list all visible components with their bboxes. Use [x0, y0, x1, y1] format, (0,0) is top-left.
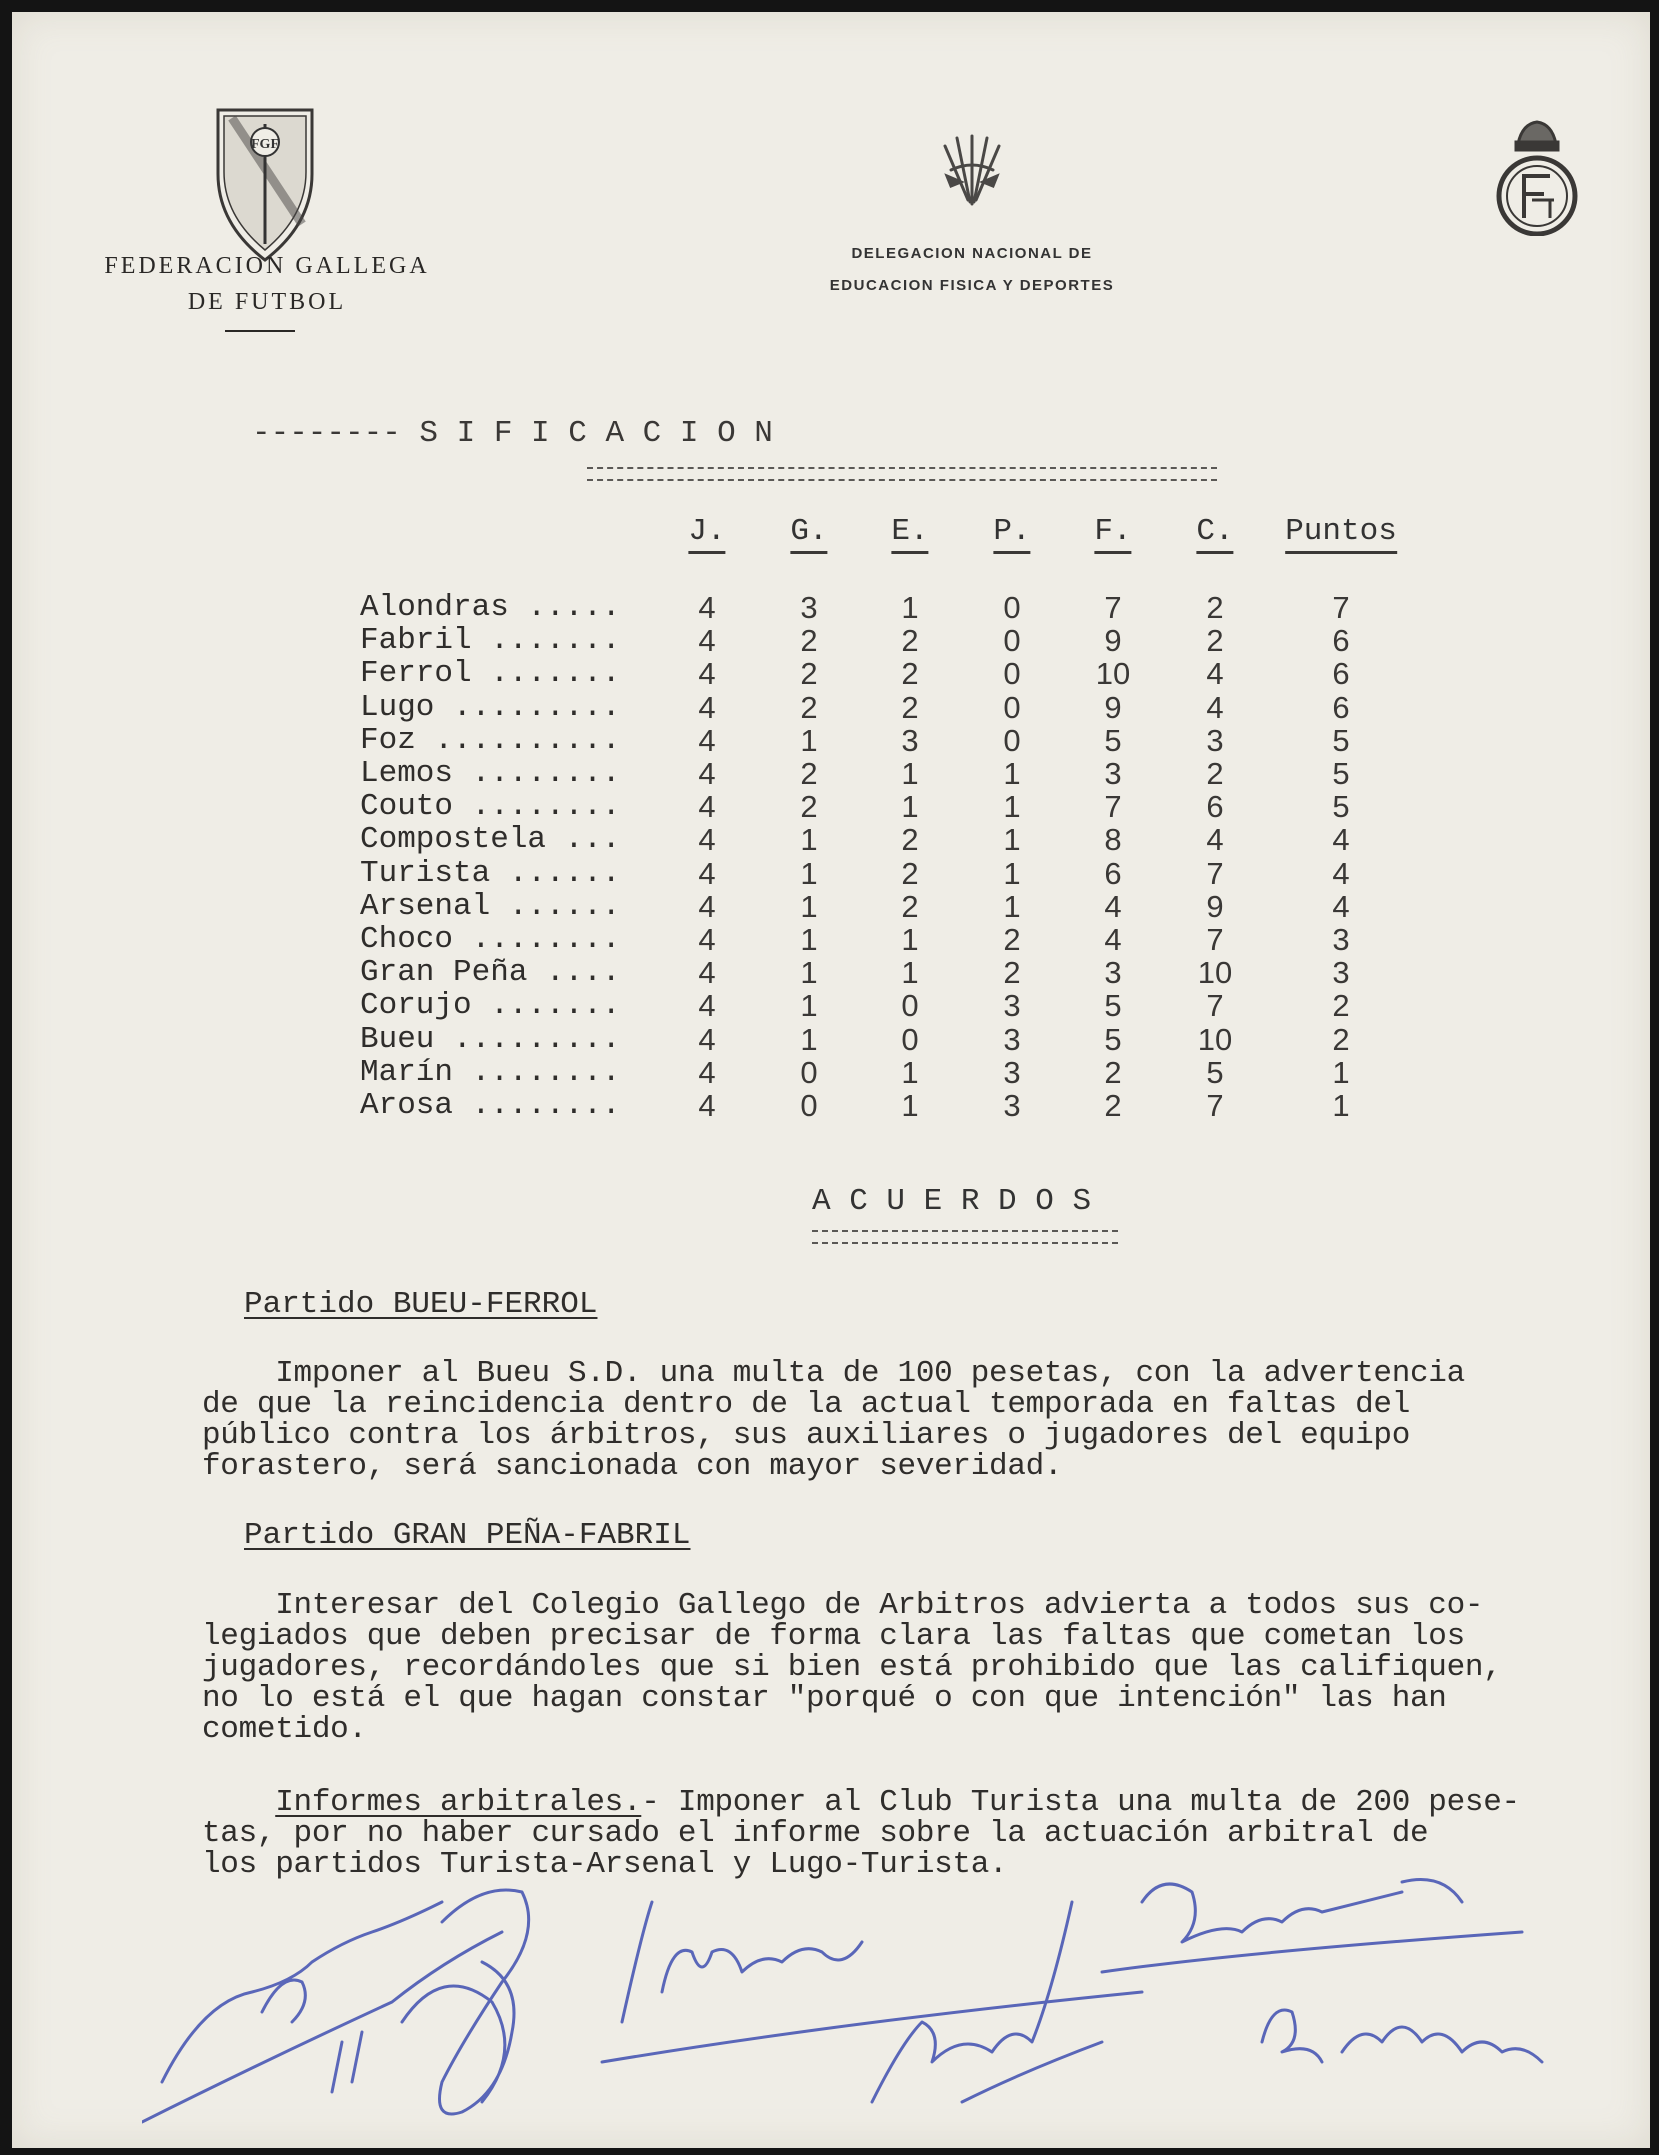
cell-c: 4: [1206, 689, 1224, 725]
team-name: Ferrol .......: [360, 656, 621, 692]
svg-text:FGF: FGF: [251, 137, 279, 152]
acuerdos-title: A C U E R D O S: [812, 1184, 1092, 1219]
team-name: Foz ..........: [360, 722, 621, 758]
cell-e: 2: [901, 656, 919, 692]
cell-f: 6: [1104, 855, 1122, 891]
table-row: [352, 988, 1452, 1024]
delegation-line2: EDUCACION FISICA Y DEPORTES: [829, 277, 1115, 294]
cell-j: 4: [698, 988, 716, 1024]
cell-c: 5: [1206, 1054, 1224, 1090]
table-row: [352, 955, 1452, 991]
cell-j: 4: [698, 722, 716, 758]
column-header-f: F.: [1094, 514, 1131, 554]
team-name: Bueu .........: [360, 1021, 621, 1057]
team-name: Compostela ...: [360, 822, 621, 858]
cell-puntos: 6: [1332, 689, 1350, 725]
table-row: [352, 690, 1452, 723]
table-row: [352, 756, 1452, 789]
cell-j: 4: [698, 789, 716, 825]
cell-j: 4: [698, 756, 716, 791]
cell-c: 10: [1197, 1021, 1233, 1057]
cell-c: 7: [1206, 922, 1224, 957]
cell-c: 2: [1206, 756, 1224, 791]
cell-e: 1: [901, 590, 919, 625]
cell-f: 9: [1104, 689, 1122, 725]
classification-double-rule: [587, 467, 1217, 481]
cell-puntos: 3: [1332, 922, 1350, 957]
team-name: Arosa ........: [360, 1088, 621, 1123]
cell-p: 2: [1003, 955, 1021, 991]
informes-text-rest: tas, por no haber cursado el informe sobre la actuación arbitral de los partidos Turista-Arsenal y Lugo-Turista.: [202, 1816, 1429, 1882]
cell-c: 7: [1206, 988, 1224, 1024]
cell-e: 0: [901, 1021, 919, 1057]
royal-federation-crest-icon: [1492, 114, 1582, 236]
signature-4: [872, 1902, 1102, 2102]
cell-c: 3: [1206, 722, 1224, 758]
cell-f: 2: [1104, 1054, 1122, 1090]
cell-puntos: 6: [1332, 656, 1350, 692]
cell-g: 0: [800, 1088, 818, 1123]
cell-f: 8: [1104, 822, 1122, 858]
team-name: Choco ........: [360, 922, 621, 957]
cell-g: 1: [800, 888, 818, 924]
federation-name-line1: FEDERACION GALLEGA: [104, 253, 430, 279]
cell-g: 3: [800, 590, 818, 625]
cell-f: 5: [1104, 1021, 1122, 1057]
federation-crest-icon: [210, 104, 320, 264]
cell-e: 1: [901, 955, 919, 991]
table-row: [352, 789, 1452, 825]
table-row: [352, 822, 1452, 858]
cell-c: 6: [1206, 789, 1224, 825]
cell-f: 5: [1104, 988, 1122, 1024]
cell-j: 4: [698, 822, 716, 858]
cell-c: 7: [1206, 855, 1224, 891]
cell-puntos: 2: [1332, 988, 1350, 1024]
cell-g: 1: [800, 988, 818, 1024]
cell-f: 7: [1104, 590, 1122, 625]
cell-f: 3: [1104, 756, 1122, 791]
cell-c: 2: [1206, 590, 1224, 625]
cell-j: 4: [698, 922, 716, 957]
cell-e: 1: [901, 789, 919, 825]
cell-f: 4: [1104, 922, 1122, 957]
cell-j: 4: [698, 855, 716, 891]
cell-j: 4: [698, 1054, 716, 1090]
signature-1: [142, 1902, 502, 2122]
signature-6: [1262, 2010, 1542, 2062]
column-header-puntos: Puntos: [1285, 514, 1397, 554]
cell-puntos: 4: [1332, 855, 1350, 891]
cell-c: 4: [1206, 656, 1224, 692]
cell-j: 4: [698, 955, 716, 991]
cell-j: 4: [698, 1021, 716, 1057]
federation-name-line2: DE FUTBOL: [187, 289, 347, 315]
cell-e: 2: [901, 623, 919, 659]
team-name: Lemos ........: [360, 756, 621, 791]
table-row: [352, 590, 1452, 623]
cell-g: 2: [800, 789, 818, 825]
cell-c: 2: [1206, 623, 1224, 659]
cell-p: 0: [1003, 689, 1021, 725]
cell-e: 1: [901, 756, 919, 791]
signature-2: [402, 1890, 529, 2114]
team-name: Gran Peña ....: [360, 955, 621, 991]
cell-puntos: 7: [1332, 590, 1350, 625]
cell-p: 3: [1003, 988, 1021, 1024]
cell-e: 2: [901, 822, 919, 858]
column-header-e: E.: [891, 514, 928, 554]
cell-e: 3: [901, 722, 919, 758]
cell-f: 10: [1095, 656, 1131, 692]
table-row: [352, 889, 1452, 922]
standings-table: [352, 514, 1452, 1134]
cell-e: 1: [901, 922, 919, 957]
cell-e: 0: [901, 988, 919, 1024]
cell-p: 3: [1003, 1088, 1021, 1123]
cell-puntos: 2: [1332, 1021, 1350, 1057]
cell-e: 2: [901, 888, 919, 924]
cell-g: 1: [800, 922, 818, 957]
cell-g: 1: [800, 855, 818, 891]
cell-p: 1: [1003, 888, 1021, 924]
cell-p: 0: [1003, 722, 1021, 758]
cell-p: 1: [1003, 855, 1021, 891]
cell-e: 2: [901, 855, 919, 891]
cell-g: 2: [800, 689, 818, 725]
table-row: [352, 1055, 1452, 1088]
classification-title: -------- S I F I C A C I O N: [252, 416, 773, 451]
team-name: Turista ......: [360, 855, 621, 891]
cell-f: 9: [1104, 623, 1122, 659]
team-name: Corujo .......: [360, 988, 621, 1024]
table-row: [352, 656, 1452, 692]
table-row: [352, 1088, 1452, 1121]
cell-puntos: 1: [1332, 1088, 1350, 1123]
column-header-c: C.: [1196, 514, 1233, 554]
cell-p: 0: [1003, 656, 1021, 692]
cell-j: 4: [698, 888, 716, 924]
paragraph-bueu-ferrol: Imponer al Bueu S.D. una multa de 100 pesetas, con la advertencia de que la reincidencia dentro de la actual temporada en faltas del público contra los árbitros, sus auxiliares o jugadores del equipo forastero, será sancionada con mayor severidad.: [202, 1356, 1465, 1484]
paragraph-gran-pena-fabril: Interesar del Colegio Gallego de Arbitros advierta a todos sus co- legiados que deben precisar de forma clara las faltas que cometan los jugadores, recordándoles que si bien está prohibido que las califiquen, no lo está el que hagan constar "porqué o con que intención" las han cometido.: [202, 1588, 1502, 1747]
cell-f: 3: [1104, 955, 1122, 991]
cell-p: 1: [1003, 822, 1021, 858]
cell-g: 1: [800, 1021, 818, 1057]
cell-g: 2: [800, 656, 818, 692]
team-name: Marín ........: [360, 1054, 621, 1090]
cell-p: 3: [1003, 1054, 1021, 1090]
cell-j: 4: [698, 689, 716, 725]
informes-text-first: - Imponer al Club Turista una multa de 200 pese-: [641, 1785, 1520, 1820]
cell-p: 3: [1003, 1021, 1021, 1057]
table-row: [352, 723, 1452, 756]
cell-g: 0: [800, 1054, 818, 1090]
cell-e: 2: [901, 689, 919, 725]
heading-informes-arbitrales: Informes arbitrales.: [275, 1785, 642, 1820]
cell-g: 1: [800, 822, 818, 858]
cell-g: 1: [800, 722, 818, 758]
team-name: Fabril .......: [360, 623, 621, 659]
team-name: Alondras .....: [360, 590, 621, 625]
team-name: Arsenal ......: [360, 888, 621, 924]
cell-puntos: 5: [1332, 756, 1350, 791]
cell-c: 9: [1206, 888, 1224, 924]
cell-g: 1: [800, 955, 818, 991]
fasces-icon: [937, 130, 1007, 210]
acuerdos-double-rule: [812, 1230, 1118, 1244]
signature-3: [602, 1902, 1142, 2062]
column-header-g: G.: [790, 514, 827, 554]
cell-e: 1: [901, 1088, 919, 1123]
cell-puntos: 4: [1332, 822, 1350, 858]
cell-p: 1: [1003, 789, 1021, 825]
table-row: [352, 856, 1452, 889]
cell-f: 7: [1104, 789, 1122, 825]
federation-underline: [225, 330, 295, 332]
table-row: [352, 922, 1452, 955]
cell-e: 1: [901, 1054, 919, 1090]
cell-p: 0: [1003, 623, 1021, 659]
cell-c: 10: [1197, 955, 1233, 991]
document-page: [12, 12, 1650, 2148]
column-header-j: J.: [688, 514, 725, 554]
delegation-name: [782, 238, 1162, 302]
cell-f: 4: [1104, 888, 1122, 924]
cell-j: 4: [698, 656, 716, 692]
cell-puntos: 5: [1332, 789, 1350, 825]
cell-p: 2: [1003, 922, 1021, 957]
cell-p: 1: [1003, 756, 1021, 791]
cell-p: 0: [1003, 590, 1021, 625]
delegation-line1: DELEGACION NACIONAL DE: [851, 245, 1093, 262]
cell-puntos: 4: [1332, 888, 1350, 924]
cell-puntos: 5: [1332, 722, 1350, 758]
cell-c: 7: [1206, 1088, 1224, 1123]
signature-5: [1102, 1880, 1522, 1973]
cell-f: 2: [1104, 1088, 1122, 1123]
cell-puntos: 6: [1332, 623, 1350, 659]
cell-f: 5: [1104, 722, 1122, 758]
federation-name: [72, 248, 462, 320]
cell-j: 4: [698, 1088, 716, 1123]
cell-j: 4: [698, 623, 716, 659]
handwritten-signatures: [142, 1842, 1562, 2142]
cell-puntos: 1: [1332, 1054, 1350, 1090]
team-name: Couto ........: [360, 789, 621, 825]
table-row: [352, 623, 1452, 659]
heading-bueu-ferrol: Partido BUEU-FERROL: [244, 1287, 598, 1322]
cell-puntos: 3: [1332, 955, 1350, 991]
column-header-p: P.: [993, 514, 1030, 554]
cell-g: 2: [800, 756, 818, 791]
table-row: [352, 1022, 1452, 1055]
team-name: Lugo .........: [360, 689, 621, 725]
cell-j: 4: [698, 590, 716, 625]
cell-c: 4: [1206, 822, 1224, 858]
heading-gran-pena-fabril: Partido GRAN PEÑA-FABRIL: [244, 1518, 691, 1553]
cell-g: 2: [800, 623, 818, 659]
